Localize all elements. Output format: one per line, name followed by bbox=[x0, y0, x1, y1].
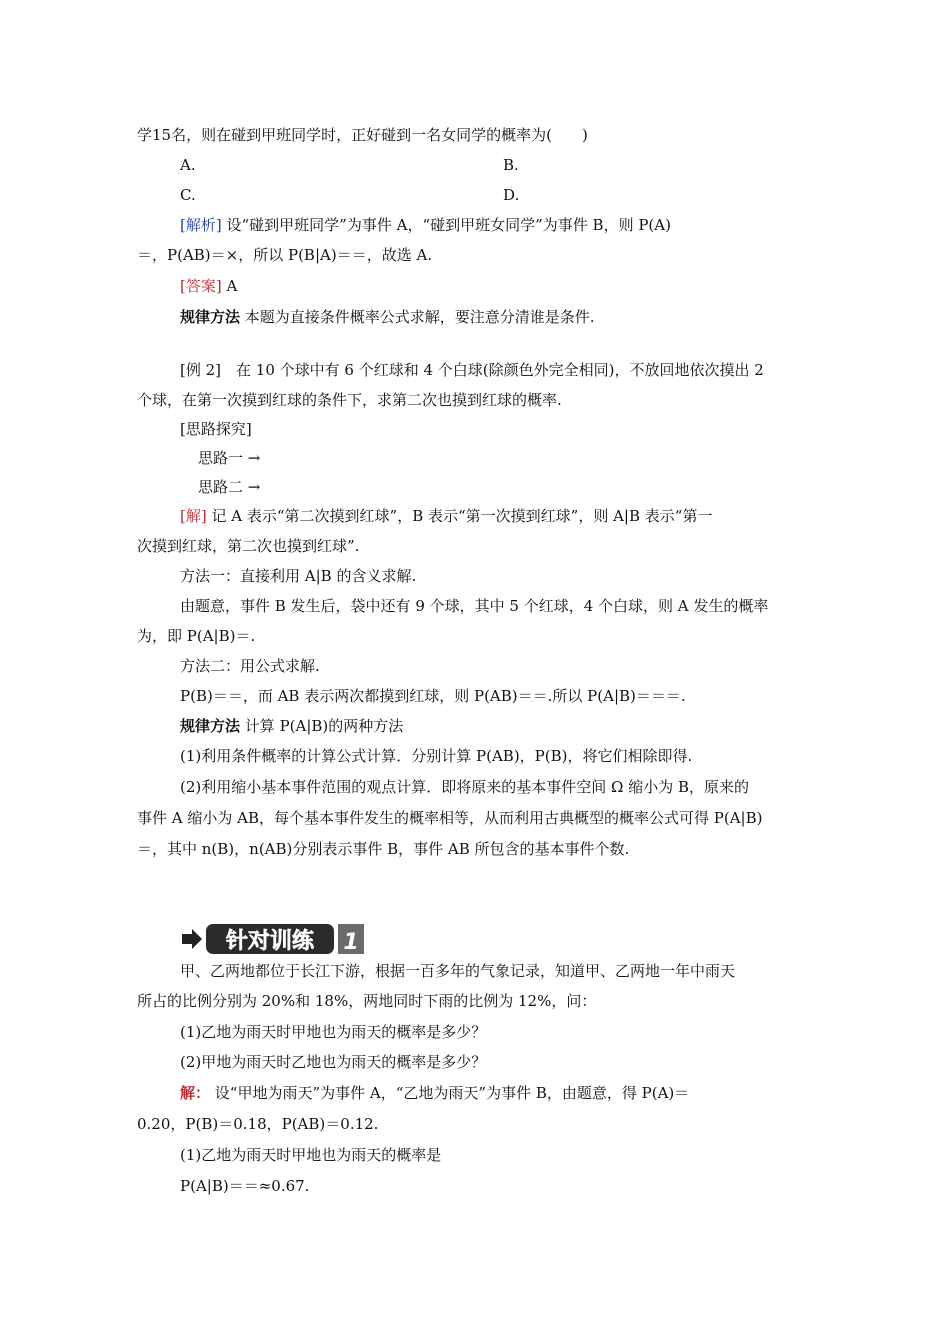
explore-heading: [思路探究] bbox=[180, 420, 252, 438]
option-c: C. bbox=[180, 186, 196, 204]
option-b: B. bbox=[503, 156, 519, 174]
solution-line-1 bbox=[180, 505, 860, 527]
banner-title: 针对训练 bbox=[225, 929, 315, 954]
method-one-line-2: 为，即 P(A|B)＝. bbox=[137, 627, 256, 645]
analysis-line-1 bbox=[180, 214, 860, 236]
method-tag: 规律方法 bbox=[180, 308, 241, 326]
training-question-1: (1)乙地为雨天时甲地也为雨天的概率是多少？ bbox=[180, 1023, 487, 1041]
route-1: 思路一 → bbox=[198, 449, 261, 467]
route-2: 思路二 → bbox=[198, 478, 261, 496]
example2-line-2: 个球，在第一次摸到红球的条件下，求第二次也摸到红球的概率. bbox=[137, 391, 562, 409]
banner-number: 1 bbox=[343, 930, 359, 955]
rule-item-2-line-3: ＝，其中 n(B)，n(AB)分别表示事件 B，事件 AB 所包含的基本事件个数. bbox=[137, 840, 630, 858]
training-question-line-2: 所占的比例分别为 20%和 18%，两地同时下雨的比例为 12%，问： bbox=[137, 992, 597, 1010]
method-one-line-1: 由题意，事件 B 发生后，袋中还有 9 个球，其中 5 个红球，4 个白球，则 A 发生的概率 bbox=[180, 597, 769, 615]
method-line bbox=[180, 306, 860, 328]
arrow-icon bbox=[182, 929, 202, 949]
answer-tag: [答案] bbox=[180, 277, 222, 295]
solution-line-2: 次摸到红球，第二次也摸到红球”. bbox=[137, 537, 360, 555]
method-two-line-1: P(B)＝＝，而 AB 表示两次都摸到红球，则 P(AB)＝＝.所以 P(A|B)＝＝＝. bbox=[180, 687, 686, 705]
training-banner bbox=[180, 922, 380, 956]
rule-item-1: (1)利用条件概率的计算公式计算．分别计算 P(AB)，P(B)，将它们相除即得. bbox=[180, 747, 693, 765]
training-solution-line-4: P(A|B)＝＝≈0.67. bbox=[180, 1177, 310, 1195]
training-question-line-1: 甲、乙两地都位于长江下游，根据一百多年的气象记录，知道甲、乙两地一年中雨天 bbox=[180, 962, 736, 980]
training-solution-line-3: (1)乙地为雨天时甲地也为雨天的概率是 bbox=[180, 1146, 442, 1164]
rule-line bbox=[180, 715, 860, 737]
analysis-line-2: ＝，P(AB)＝×，所以 P(B|A)＝＝，故选 A. bbox=[137, 246, 433, 264]
rule-text: 计算 P(A|B)的两种方法 bbox=[244, 717, 404, 735]
analysis-tag: [解析] bbox=[180, 216, 222, 234]
solution-text-1: 记 A 表示“第二次摸到红球”，B 表示“第一次摸到红球”，则 A|B 表示“第一 bbox=[211, 507, 713, 525]
answer-value: A bbox=[226, 277, 238, 295]
analysis-text-1: 设“碰到甲班同学”为事件 A，“碰到甲班女同学”为事件 B，则 P(A) bbox=[226, 216, 671, 234]
rule-tag: 规律方法 bbox=[180, 717, 241, 735]
answer-line bbox=[180, 275, 860, 297]
method-two-heading: 方法二：用公式求解. bbox=[180, 657, 320, 675]
training-solution-text-1: 设“甲地为雨天”为事件 A，“乙地为雨天”为事件 B，由题意，得 P(A)＝ bbox=[214, 1084, 690, 1102]
rule-item-2-line-2: 事件 A 缩小为 AB，每个基本事件发生的概率相等，从而利用古典概型的概率公式可得 P(A|B) bbox=[137, 809, 763, 827]
solution-tag: [解] bbox=[180, 507, 207, 525]
example2-line-1: [例 2] 在 10 个球中有 6 个红球和 4 个白球(除颜色外完全相同)，不放回地依次摸出 2 bbox=[180, 361, 764, 379]
method-one-heading: 方法一：直接利用 A|B 的含义求解. bbox=[180, 567, 417, 585]
training-solution-tag: 解： bbox=[180, 1084, 211, 1102]
method-text: 本题为直接条件概率公式求解，要注意分清谁是条件. bbox=[244, 308, 595, 326]
training-solution-line-2: 0.20，P(B)＝0.18，P(AB)＝0.12. bbox=[137, 1115, 379, 1133]
training-solution-line-1 bbox=[180, 1082, 860, 1104]
question-text: 学15名，则在碰到甲班同学时，正好碰到一名女同学的概率为( ) bbox=[137, 126, 588, 144]
option-d: D. bbox=[503, 186, 520, 204]
training-question-2: (2)甲地为雨天时乙地也为雨天的概率是多少？ bbox=[180, 1053, 487, 1071]
option-a: A. bbox=[180, 156, 196, 174]
rule-item-2-line-1: (2)利用缩小基本事件范围的观点计算．即将原来的基本事件空间 Ω 缩小为 B，原来的 bbox=[180, 778, 750, 796]
